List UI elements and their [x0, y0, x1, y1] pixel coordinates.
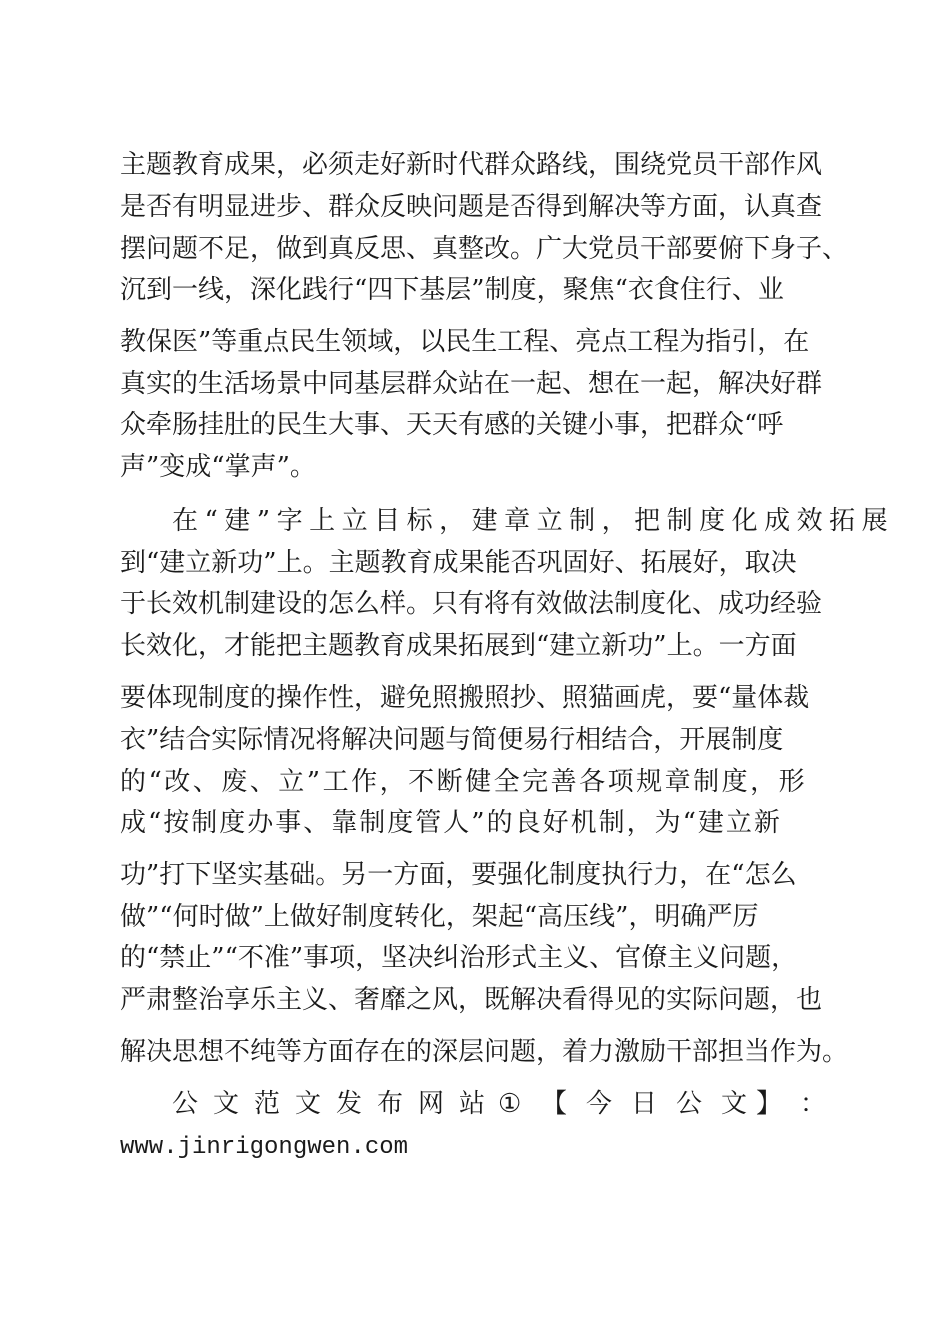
- paragraph-line: 真实的生活场景中同基层群众站在一起、想在一起，解决好群: [120, 369, 823, 399]
- paragraph-line: 解决思想不纯等方面存在的深层问题，着力激励干部担当作为。: [120, 1037, 849, 1067]
- footer-char: 公: [172, 1089, 199, 1119]
- footer-char: 站: [459, 1089, 486, 1119]
- paragraph-line: 成“按制度办事、靠制度管人”的良好机制，为“建立新: [120, 808, 782, 838]
- paragraph-line: 于长效机制建设的怎么样。只有将有效做法制度化、成功经验: [120, 589, 823, 619]
- paragraph-line: 严肃整治享乐主义、奢靡之风，既解决看得见的实际问题，也: [120, 985, 823, 1015]
- paragraph-line: 长效化，才能把主题教育成果拓展到“建立新功”上。一方面: [120, 631, 797, 661]
- paragraph-line: 衣”结合实际情况将解决问题与简便易行相结合，开展制度: [120, 725, 784, 755]
- footer-char: ①: [498, 1089, 522, 1119]
- footer-char: 文: [295, 1089, 322, 1119]
- footer-char: ：: [800, 1089, 827, 1119]
- paragraph-line: 摆问题不足，做到真反思、真整改。广大党员干部要俯下身子、: [120, 234, 849, 264]
- paragraph-line: 的“禁止”“不准”事项，坚决纠治形式主义、官僚主义问题，: [120, 943, 798, 973]
- paragraph-line: 主题教育成果，必须走好新时代群众路线，围绕党员干部作风: [120, 150, 823, 180]
- paragraph-line: 要体现制度的操作性，避免照搬照抄、照猫画虎，要“量体裁: [120, 683, 810, 713]
- site-url[interactable]: www.jinrigongwen.com: [120, 1134, 409, 1161]
- paragraph-line: 的“改、废、立”工作，不断健全完善各项规章制度，形: [120, 767, 808, 797]
- footer-char: 公: [676, 1089, 703, 1119]
- footer-char: 今: [586, 1089, 613, 1119]
- paragraph-line: 沉到一线，深化践行“四下基层”制度，聚焦“衣食住行、业: [120, 275, 784, 305]
- footer-char: 文: [721, 1089, 748, 1119]
- footer-char: 】: [756, 1089, 783, 1119]
- footer-char: 日: [631, 1089, 658, 1119]
- paragraph-line: 声”变成“掌声”。: [120, 452, 316, 482]
- paragraph-line: 是否有明显进步、群众反映问题是否得到解决等方面，认真查: [120, 192, 823, 222]
- paragraph-line: 在“建”字上立目标，建章立制，把制度化成效拓展: [172, 506, 895, 536]
- paragraph-line: 功”打下坚实基础。另一方面，要强化制度执行力，在“怎么: [120, 860, 797, 890]
- footer-char: 【: [541, 1089, 568, 1119]
- footer-char: 文: [213, 1089, 240, 1119]
- paragraph-line: 教保医”等重点民生领域，以民生工程、亮点工程为指引，在: [120, 327, 810, 357]
- footer-char: 布: [377, 1089, 404, 1119]
- paragraph-line: 做”“何时做”上做好制度转化，架起“高压线”，明确严厉: [120, 902, 759, 932]
- paragraph-line: 众牵肠挂肚的民生大事、天天有感的关键小事，把群众“呼: [120, 410, 784, 440]
- footer-char: 网: [418, 1089, 445, 1119]
- paragraph-line: 到“建立新功”上。主题教育成果能否巩固好、拓展好，取决: [120, 548, 797, 578]
- footer-char: 发: [336, 1089, 363, 1119]
- footer-char: 范: [254, 1089, 281, 1119]
